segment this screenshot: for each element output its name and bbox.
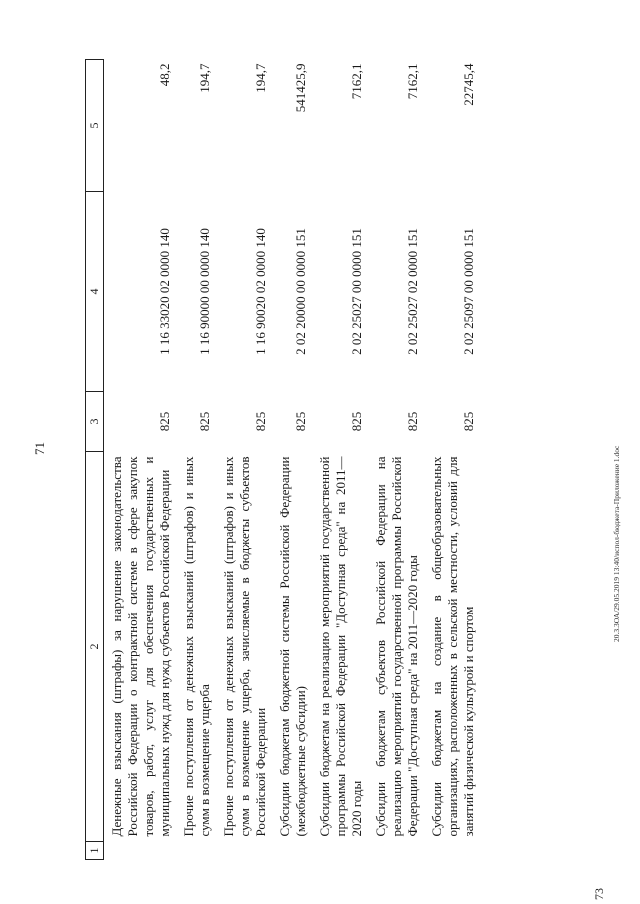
page-number: 71 [32, 442, 47, 455]
revenue-table [85, 59, 480, 860]
row-number [272, 842, 312, 860]
row-number [216, 842, 272, 860]
table-row [272, 60, 312, 860]
table-row [104, 60, 177, 860]
row-description: Субсидии бюджетам бюджетной системы Российской Федерации (межбюджетные субсидии) [277, 456, 308, 837]
header-col-5: 5 [86, 60, 104, 192]
table-row [312, 60, 368, 860]
header-col-2: 2 [86, 452, 104, 842]
row-budget-code: 1 16 90000 00 0000 140 [197, 228, 212, 355]
table-row [368, 60, 424, 860]
row-number [176, 842, 216, 860]
table-row [176, 60, 216, 860]
row-number [424, 842, 480, 860]
row-budget-code: 2 02 20000 00 0000 151 [293, 228, 308, 355]
row-budget-code: 2 02 25027 02 0000 151 [405, 228, 420, 355]
row-number [368, 842, 424, 860]
corner-page-mark: 73 [592, 888, 606, 900]
row-budget-code: 2 02 25097 00 0000 151 [461, 228, 476, 355]
row-amount: 194,7 [197, 63, 212, 93]
row-number [104, 842, 177, 860]
row-number [312, 842, 368, 860]
header-row [86, 60, 104, 860]
table-row [216, 60, 272, 860]
header-col-4: 4 [86, 192, 104, 392]
row-budget-code: 2 02 25027 00 0000 151 [349, 228, 364, 355]
row-amount: 48,2 [157, 63, 172, 87]
table-row [424, 60, 480, 860]
row-admin-code: 825 [349, 411, 364, 432]
row-amount: 7162,1 [349, 63, 364, 100]
row-admin-code: 825 [461, 411, 476, 432]
row-description: Субсидии бюджетам на создание в общеобразовательных организациях, расположенных в сельской местности, условий для занятий физической культурой и спортом [429, 456, 476, 837]
row-amount: 7162,1 [405, 63, 420, 100]
row-description: Денежные взыскания (штрафы) за нарушение законодательства Российской Федерации о контрактной системе в сфере закупок товаров, работ, услуг для обеспечения государственных и муниципальных нужд для нужд субъектов Российской Федерации [109, 456, 172, 837]
row-amount: 541425,9 [293, 63, 308, 113]
row-admin-code: 825 [197, 411, 212, 432]
file-stamp: 20.3.3ОА/29.05.2019 13:40/испол-бюджета-Приложение 1.doc [612, 445, 621, 642]
row-budget-code: 1 16 33020 02 0000 140 [157, 228, 172, 355]
row-admin-code: 825 [293, 411, 308, 432]
row-description: Субсидии бюджетам на реализацию мероприятий государственной программы Российской Федерации "Доступная среда" на 2011—2020 годы [317, 456, 364, 837]
row-description: Субсидии бюджетам субъектов Российской Федерации на реализацию мероприятий государственной программы Российской Федерации "Доступная среда" на 2011—2020 годы [373, 456, 420, 837]
rotated-table-sheet [85, 60, 575, 860]
row-admin-code: 825 [405, 411, 420, 432]
header-col-1: 1 [86, 842, 104, 860]
row-budget-code: 1 16 90020 02 0000 140 [253, 228, 268, 355]
row-description: Прочие поступления от денежных взысканий (штрафов) и иных сумм в возмещение ущерба [181, 456, 212, 837]
header-col-3: 3 [86, 392, 104, 452]
row-description: Прочие поступления от денежных взысканий (штрафов) и иных сумм в возмещение ущерба, зачисляемые в бюджеты субъектов Российской Федерации [221, 456, 268, 837]
row-amount: 22745,4 [461, 63, 476, 106]
row-admin-code: 825 [157, 411, 172, 432]
row-admin-code: 825 [253, 411, 268, 432]
row-amount: 194,7 [253, 63, 268, 93]
